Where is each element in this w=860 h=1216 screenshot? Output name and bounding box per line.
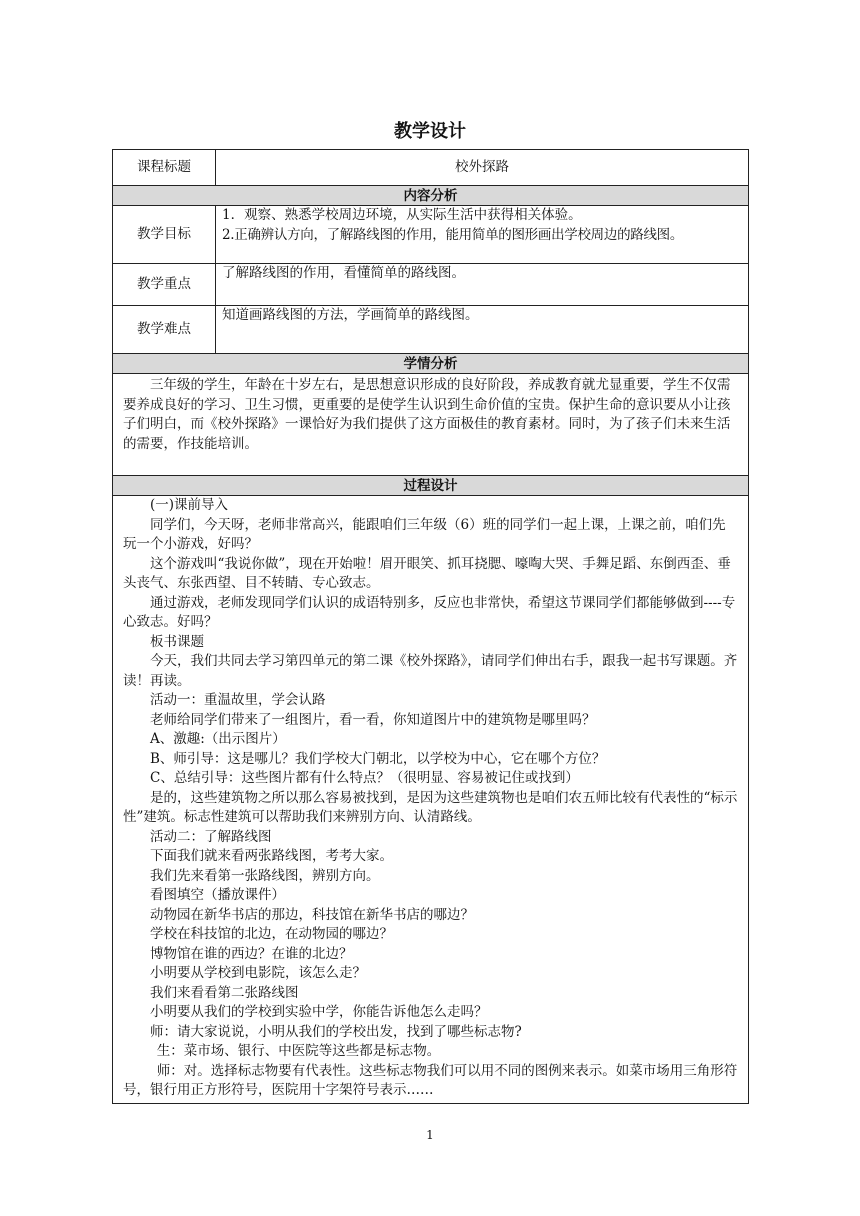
section-process-title: 过程设计 (113, 476, 749, 496)
goal-value (216, 206, 749, 264)
section-content-analysis (113, 186, 749, 206)
process-p-19: 小明要从学校到电影院，该怎么走？ (150, 965, 366, 981)
difficulty-row (113, 306, 749, 354)
document-title: 教学设计 (394, 121, 466, 142)
process-p-20: 我们来看看第二张路线图 (150, 984, 299, 1001)
process-p-13: 下面我们就来看两张路线图，考考大家。 (150, 848, 393, 864)
difficulty-label: 教学难点 (113, 306, 216, 354)
process-p-7: 老师给同学们带来了一组图片，看一看，你知道图片中的建筑物是哪里吗？ (150, 711, 596, 728)
process-p-11: 是的，这些建筑物之所以那么容易被找到，是因为这些建筑物也是咱们农五师比较有代表性的“标示性”建筑。标志性建筑可以帮助我们来辨别方向、认清路线。 (123, 789, 738, 825)
course-label: 课程标题 (113, 150, 216, 186)
process-p-3: 通过游戏，老师发现同学们认识的成语特别多，反应也非常快，希望这节课同学们都能够做到----专心致志。好吗？ (123, 594, 736, 630)
section-process-design (113, 476, 749, 496)
lesson-plan-table (112, 149, 749, 1104)
process-p-24: 师：对。选择标志物要有代表性。这些标志物我们可以用不同的图例来表示。如菜市场用三角形符号，银行用正方形符号，医院用十字架符号表示…… (123, 1062, 738, 1098)
process-p-22: 师：请大家说说，小明从我们的学校出发，找到了哪些标志物? (150, 1023, 522, 1040)
process-p-5: 今天，我们共同去学习第四单元的第二课《校外探路》，请同学们伸出右手，跟我一起书写课题。齐读！再读。 (123, 653, 738, 689)
goal-line-1: 1．观察、熟悉学校周边环境，从实际生活中获得相关体验。 (222, 207, 582, 223)
key-label: 教学重点 (113, 264, 216, 306)
process-p-2: 这个游戏叫“我说你做”，现在开始啦！眉开眼笑、抓耳挠腮、嚎啕大哭、手舞足蹈、东倒西歪、垂头丧气、东张西望、目不转睛、专心致志。 (123, 555, 731, 591)
process-p-6: 活动一：重温故里，学会认路 (150, 692, 326, 708)
process-p-17: 学校在科技馆的北边，在动物园的哪边？ (150, 926, 393, 942)
process-p-21: 小明要从我们的学校到实验中学，你能告诉他怎么走吗？ (150, 1004, 488, 1020)
section-student-analysis (113, 354, 749, 374)
course-row (113, 150, 749, 186)
goal-line-2: 2.正确辨认方向，了解路线图的作用，能用简单的图形画出学校周边的路线图。 (222, 226, 684, 243)
process-p-15: 看图填空（播放课件） (150, 887, 285, 903)
section-content-title: 内容分析 (113, 186, 749, 206)
page-number: 1 (426, 1128, 434, 1142)
process-p-1: 同学们，今天呀，老师非常高兴，能跟咱们三年级（6）班的同学们一起上课，上课之前，咱们先玩一个小游戏，好吗？ (123, 516, 726, 552)
process-p-23: 生：菜市场、银行、中医院等这些都是标志物。 (156, 1043, 441, 1059)
process-cell (113, 496, 749, 1104)
student-row (113, 374, 749, 476)
student-text-cell (113, 374, 749, 476)
process-p-12: 活动二：了解路线图 (150, 828, 272, 845)
section-student-title: 学情分析 (113, 354, 749, 374)
process-p-10: C、总结引导：这些图片都有什么特点？（很明显、容易被记住或找到） (150, 770, 579, 786)
process-p-14: 我们先来看第一张路线图，辨别方向。 (150, 867, 380, 884)
goal-label: 教学目标 (113, 206, 216, 264)
process-p-18: 博物馆在谁的西边？在谁的北边？ (150, 945, 353, 962)
course-value: 校外探路 (216, 150, 749, 186)
process-p-4: 板书课题 (150, 633, 204, 650)
process-row (113, 496, 749, 1104)
difficulty-value: 知道画路线图的方法，学画简单的路线图。 (216, 306, 749, 354)
key-row (113, 264, 749, 306)
process-p-8: A、激趣:（出示图片） (150, 731, 286, 747)
key-value: 了解路线图的作用，看懂简单的路线图。 (216, 264, 749, 306)
process-p-16: 动物园在新华书店的那边，科技馆在新华书店的哪边？ (150, 906, 474, 923)
student-text: 三年级的学生，年龄在十岁左右，是思想意识形成的良好阶段，养成教育就尤显重要，学生不仅需要养成良好的学习、卫生习惯，更重要的是使学生认识到生命价值的宝贵。保护生命的意识要从小让孩子们明白，而《校外探路》一课恰好为我们提供了这方面极佳的教育素材。同时，为了孩子们未来生活的需要，作技能培训。 (123, 377, 731, 452)
process-p-0: (一)课前导入 (150, 497, 229, 513)
process-p-9: B、师引导：这是哪儿？我们学校大门朝北，以学校为中心，它在哪个方位？ (150, 750, 606, 767)
goal-row (113, 206, 749, 264)
